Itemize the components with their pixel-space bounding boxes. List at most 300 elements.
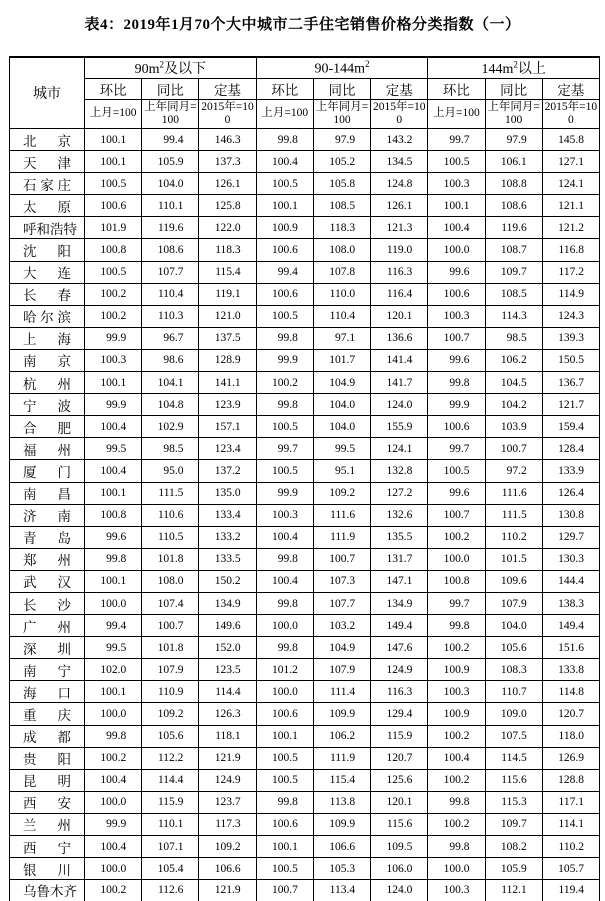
- value-cell: 99.8: [428, 791, 485, 813]
- value-cell: 104.0: [313, 416, 370, 438]
- sub-header-fixed: 定基: [542, 79, 599, 100]
- value-cell: 99.7: [428, 592, 485, 614]
- value-cell: 128.4: [542, 438, 599, 460]
- value-cell: 100.6: [256, 703, 313, 725]
- value-cell: 100.2: [428, 813, 485, 835]
- table-row: [10, 151, 600, 173]
- value-cell: 108.5: [485, 283, 542, 305]
- value-cell: 120.1: [371, 791, 428, 813]
- city-cell: 石家庄: [10, 173, 85, 195]
- value-cell: 101.2: [256, 659, 313, 681]
- value-cell: 101.8: [142, 637, 199, 659]
- value-cell: 126.9: [542, 747, 599, 769]
- value-cell: 99.8: [256, 791, 313, 813]
- city-cell: 西宁: [10, 836, 85, 858]
- value-cell: 100.7: [428, 504, 485, 526]
- value-cell: 135.0: [199, 482, 256, 504]
- value-cell: 100.0: [428, 858, 485, 880]
- table-row: [10, 880, 600, 901]
- value-cell: 109.0: [485, 703, 542, 725]
- table-row: [10, 261, 600, 283]
- value-cell: 134.9: [199, 592, 256, 614]
- value-cell: 101.8: [142, 548, 199, 570]
- price-index-table: [9, 56, 600, 901]
- value-cell: 120.7: [542, 703, 599, 725]
- city-cell: 郑州: [10, 548, 85, 570]
- value-cell: 143.2: [371, 129, 428, 151]
- value-cell: 105.6: [142, 725, 199, 747]
- sub-header-mom: 环比: [428, 79, 485, 100]
- value-cell: 100.1: [256, 195, 313, 217]
- value-cell: 99.8: [428, 372, 485, 394]
- value-cell: 114.4: [142, 769, 199, 791]
- value-cell: 100.1: [85, 372, 142, 394]
- value-cell: 126.1: [199, 173, 256, 195]
- value-cell: 108.8: [485, 173, 542, 195]
- value-cell: 107.3: [313, 570, 370, 592]
- value-cell: 100.3: [428, 305, 485, 327]
- value-cell: 104.8: [142, 394, 199, 416]
- value-cell: 100.0: [85, 858, 142, 880]
- value-cell: 100.4: [256, 570, 313, 592]
- value-cell: 112.6: [142, 880, 199, 901]
- value-cell: 132.6: [371, 504, 428, 526]
- value-cell: 100.2: [85, 305, 142, 327]
- value-cell: 99.5: [85, 637, 142, 659]
- group-header-90-144: $90-144m^2$: [256, 57, 428, 79]
- value-cell: 124.8: [371, 173, 428, 195]
- value-cell: 106.6: [313, 836, 370, 858]
- value-cell: 128.8: [542, 769, 599, 791]
- value-cell: 126.1: [371, 195, 428, 217]
- value-cell: 100.5: [256, 460, 313, 482]
- value-cell: 124.0: [371, 880, 428, 901]
- base-header-2015: 2015年=100: [371, 100, 428, 129]
- value-cell: 133.4: [199, 504, 256, 526]
- value-cell: 100.7: [142, 615, 199, 637]
- table-row: [10, 239, 600, 261]
- table-row: [10, 482, 600, 504]
- value-cell: 107.1: [142, 836, 199, 858]
- table-row: [10, 460, 600, 482]
- city-cell: 深圳: [10, 637, 85, 659]
- city-cell: 天津: [10, 151, 85, 173]
- base-header-prev-year: 上年同月=100: [485, 100, 542, 129]
- value-cell: 100.7: [485, 438, 542, 460]
- value-cell: 99.9: [85, 327, 142, 349]
- value-cell: 104.0: [142, 173, 199, 195]
- value-cell: 144.4: [542, 570, 599, 592]
- value-cell: 109.2: [313, 482, 370, 504]
- value-cell: 123.9: [199, 394, 256, 416]
- value-cell: 109.7: [485, 813, 542, 835]
- value-cell: 98.5: [485, 327, 542, 349]
- value-cell: 108.3: [485, 659, 542, 681]
- value-cell: 122.0: [199, 217, 256, 239]
- table-row: [10, 548, 600, 570]
- value-cell: 100.3: [428, 880, 485, 901]
- value-cell: 116.3: [371, 261, 428, 283]
- value-cell: 95.0: [142, 460, 199, 482]
- value-cell: 107.9: [485, 592, 542, 614]
- value-cell: 100.5: [256, 305, 313, 327]
- value-cell: 100.7: [428, 327, 485, 349]
- value-cell: 110.0: [313, 283, 370, 305]
- value-cell: 120.1: [371, 305, 428, 327]
- value-cell: 147.6: [371, 637, 428, 659]
- value-cell: 134.5: [371, 151, 428, 173]
- value-cell: 100.5: [256, 858, 313, 880]
- value-cell: 108.7: [485, 239, 542, 261]
- table-row: [10, 592, 600, 614]
- value-cell: 104.0: [485, 615, 542, 637]
- value-cell: 100.0: [428, 239, 485, 261]
- city-cell: 北京: [10, 129, 85, 151]
- value-cell: 100.6: [85, 195, 142, 217]
- value-cell: 123.7: [199, 791, 256, 813]
- city-cell: 杭州: [10, 372, 85, 394]
- value-cell: 99.8: [256, 637, 313, 659]
- value-cell: 100.6: [428, 416, 485, 438]
- table-row: [10, 769, 600, 791]
- value-cell: 100.7: [313, 548, 370, 570]
- sub-header-yoy: 同比: [142, 79, 199, 100]
- value-cell: 100.7: [256, 880, 313, 901]
- value-cell: 115.4: [199, 261, 256, 283]
- value-cell: 104.5: [485, 372, 542, 394]
- value-cell: 132.8: [371, 460, 428, 482]
- value-cell: 99.6: [428, 482, 485, 504]
- value-cell: 107.5: [485, 725, 542, 747]
- value-cell: 128.9: [199, 349, 256, 371]
- value-cell: 100.6: [428, 283, 485, 305]
- value-cell: 111.6: [313, 504, 370, 526]
- value-cell: 99.8: [256, 592, 313, 614]
- sub-header-fixed: 定基: [371, 79, 428, 100]
- value-cell: 124.0: [371, 394, 428, 416]
- table-row: [10, 438, 600, 460]
- value-cell: 121.2: [542, 217, 599, 239]
- value-cell: 100.5: [256, 769, 313, 791]
- city-cell: 贵阳: [10, 747, 85, 769]
- value-cell: 100.3: [428, 681, 485, 703]
- base-header-prev-year: 上年同月=100: [313, 100, 370, 129]
- table-row: [10, 725, 600, 747]
- value-cell: 119.0: [371, 239, 428, 261]
- value-cell: 130.8: [542, 504, 599, 526]
- city-cell: 昆明: [10, 769, 85, 791]
- value-cell: 100.4: [85, 836, 142, 858]
- value-cell: 100.6: [256, 283, 313, 305]
- value-cell: 139.3: [542, 327, 599, 349]
- value-cell: 111.5: [142, 482, 199, 504]
- table-row: [10, 570, 600, 592]
- value-cell: 100.2: [256, 372, 313, 394]
- table-row: [10, 217, 600, 239]
- value-cell: 102.0: [85, 659, 142, 681]
- value-cell: 100.4: [428, 217, 485, 239]
- table-body: [10, 129, 600, 901]
- value-cell: 135.5: [371, 526, 428, 548]
- value-cell: 112.1: [485, 880, 542, 901]
- city-cell: 济南: [10, 504, 85, 526]
- value-cell: 124.3: [542, 305, 599, 327]
- table-row: [10, 129, 600, 151]
- value-cell: 137.5: [199, 327, 256, 349]
- value-cell: 134.9: [371, 592, 428, 614]
- value-cell: 115.3: [485, 791, 542, 813]
- value-cell: 100.9: [256, 217, 313, 239]
- value-cell: 109.6: [485, 570, 542, 592]
- value-cell: 130.3: [542, 548, 599, 570]
- value-cell: 100.3: [428, 173, 485, 195]
- value-cell: 99.9: [85, 394, 142, 416]
- value-cell: 100.0: [85, 592, 142, 614]
- value-cell: 107.7: [313, 592, 370, 614]
- value-cell: 100.0: [85, 791, 142, 813]
- value-cell: 121.1: [542, 195, 599, 217]
- city-cell: 成都: [10, 725, 85, 747]
- city-cell: 沈阳: [10, 239, 85, 261]
- table-row: [10, 504, 600, 526]
- value-cell: 124.9: [371, 659, 428, 681]
- value-cell: 110.4: [313, 305, 370, 327]
- value-cell: 126.3: [199, 703, 256, 725]
- value-cell: 104.1: [142, 372, 199, 394]
- value-cell: 100.3: [85, 349, 142, 371]
- table-row: [10, 526, 600, 548]
- value-cell: 99.5: [85, 438, 142, 460]
- value-cell: 110.4: [142, 283, 199, 305]
- value-cell: 121.9: [199, 880, 256, 901]
- city-column-header: 城市: [10, 57, 85, 129]
- value-cell: 106.1: [485, 151, 542, 173]
- value-cell: 115.9: [142, 791, 199, 813]
- value-cell: 99.8: [85, 548, 142, 570]
- table-row: [10, 747, 600, 769]
- value-cell: 123.5: [199, 659, 256, 681]
- value-cell: 98.6: [142, 349, 199, 371]
- city-cell: 西安: [10, 791, 85, 813]
- value-cell: 106.0: [371, 858, 428, 880]
- value-cell: 118.0: [542, 725, 599, 747]
- value-cell: 117.1: [542, 791, 599, 813]
- city-cell: 南昌: [10, 482, 85, 504]
- value-cell: 117.2: [542, 261, 599, 283]
- value-cell: 110.1: [142, 195, 199, 217]
- city-cell: 上海: [10, 327, 85, 349]
- value-cell: 101.9: [85, 217, 142, 239]
- value-cell: 100.5: [85, 261, 142, 283]
- city-cell: 长春: [10, 283, 85, 305]
- value-cell: 114.4: [199, 681, 256, 703]
- value-cell: 124.9: [199, 769, 256, 791]
- value-cell: 103.2: [313, 615, 370, 637]
- value-cell: 100.0: [85, 703, 142, 725]
- value-cell: 119.6: [485, 217, 542, 239]
- city-cell: 南京: [10, 349, 85, 371]
- value-cell: 149.4: [542, 615, 599, 637]
- value-cell: 133.2: [199, 526, 256, 548]
- value-cell: 116.4: [371, 283, 428, 305]
- value-cell: 105.4: [142, 858, 199, 880]
- value-cell: 118.3: [199, 239, 256, 261]
- value-cell: 110.3: [142, 305, 199, 327]
- value-cell: 100.1: [428, 195, 485, 217]
- table-row: [10, 372, 600, 394]
- value-cell: 121.9: [199, 747, 256, 769]
- value-cell: 100.1: [85, 570, 142, 592]
- value-cell: 108.0: [313, 239, 370, 261]
- value-cell: 109.2: [199, 836, 256, 858]
- value-cell: 114.1: [542, 813, 599, 835]
- table-row: [10, 637, 600, 659]
- value-cell: 127.1: [542, 151, 599, 173]
- city-cell: 哈尔滨: [10, 305, 85, 327]
- value-cell: 99.6: [85, 526, 142, 548]
- value-cell: 109.9: [313, 703, 370, 725]
- value-cell: 105.8: [313, 173, 370, 195]
- value-cell: 104.0: [313, 394, 370, 416]
- value-cell: 111.5: [485, 504, 542, 526]
- value-cell: 97.2: [485, 460, 542, 482]
- value-cell: 99.9: [428, 394, 485, 416]
- value-cell: 110.7: [485, 681, 542, 703]
- value-cell: 105.7: [542, 858, 599, 880]
- value-cell: 97.1: [313, 327, 370, 349]
- value-cell: 119.1: [199, 283, 256, 305]
- base-header-prev-year: 上年同月=100: [142, 100, 199, 129]
- value-cell: 115.6: [485, 769, 542, 791]
- value-cell: 133.5: [199, 548, 256, 570]
- value-cell: 99.7: [428, 129, 485, 151]
- value-cell: 100.4: [85, 416, 142, 438]
- table-row: [10, 791, 600, 813]
- value-cell: 100.4: [428, 747, 485, 769]
- value-cell: 131.7: [371, 548, 428, 570]
- table-row: [10, 327, 600, 349]
- value-cell: 137.2: [199, 460, 256, 482]
- value-cell: 110.2: [485, 526, 542, 548]
- value-cell: 121.7: [542, 394, 599, 416]
- value-cell: 99.8: [428, 836, 485, 858]
- value-cell: 141.7: [371, 372, 428, 394]
- value-cell: 145.8: [542, 129, 599, 151]
- value-cell: 115.6: [371, 813, 428, 835]
- value-cell: 100.2: [85, 283, 142, 305]
- city-cell: 广州: [10, 615, 85, 637]
- group-header-90-below: $90m^2$及以下: [85, 57, 257, 79]
- value-cell: 100.6: [256, 813, 313, 835]
- header-base-row: [10, 100, 600, 129]
- city-cell: 武汉: [10, 570, 85, 592]
- value-cell: 96.7: [142, 327, 199, 349]
- value-cell: 141.1: [199, 372, 256, 394]
- table-row: [10, 283, 600, 305]
- table-row: [10, 836, 600, 858]
- value-cell: 100.4: [256, 526, 313, 548]
- value-cell: 133.9: [542, 460, 599, 482]
- page-title: 表4：2019年1月70个大中城市二手住宅销售价格分类指数（一）: [84, 17, 521, 33]
- value-cell: 110.9: [142, 681, 199, 703]
- table-row: [10, 681, 600, 703]
- value-cell: 121.0: [199, 305, 256, 327]
- city-cell: 宁波: [10, 394, 85, 416]
- value-cell: 111.9: [313, 747, 370, 769]
- value-cell: 100.2: [85, 747, 142, 769]
- value-cell: 99.4: [142, 129, 199, 151]
- value-cell: 100.4: [256, 151, 313, 173]
- value-cell: 116.8: [542, 239, 599, 261]
- table-row: [10, 659, 600, 681]
- city-cell: 大连: [10, 261, 85, 283]
- value-cell: 114.9: [542, 283, 599, 305]
- city-cell: 太原: [10, 195, 85, 217]
- value-cell: 152.0: [199, 637, 256, 659]
- value-cell: 100.9: [428, 659, 485, 681]
- value-cell: 107.9: [142, 659, 199, 681]
- value-cell: 107.7: [142, 261, 199, 283]
- sub-header-fixed: 定基: [199, 79, 256, 100]
- value-cell: 99.7: [256, 438, 313, 460]
- value-cell: 99.8: [428, 615, 485, 637]
- value-cell: 100.2: [428, 637, 485, 659]
- value-cell: 97.9: [485, 129, 542, 151]
- value-cell: 115.9: [371, 725, 428, 747]
- value-cell: 146.3: [199, 129, 256, 151]
- value-cell: 110.6: [142, 504, 199, 526]
- value-cell: 100.6: [256, 239, 313, 261]
- value-cell: 114.3: [485, 305, 542, 327]
- value-cell: 100.4: [85, 460, 142, 482]
- value-cell: 150.5: [542, 349, 599, 371]
- value-cell: 129.4: [371, 703, 428, 725]
- value-cell: 100.4: [85, 769, 142, 791]
- value-cell: 99.5: [313, 438, 370, 460]
- value-cell: 116.3: [371, 681, 428, 703]
- value-cell: 115.4: [313, 769, 370, 791]
- value-cell: 125.8: [199, 195, 256, 217]
- value-cell: 99.6: [428, 349, 485, 371]
- value-cell: 99.9: [85, 813, 142, 835]
- value-cell: 104.9: [313, 372, 370, 394]
- value-cell: 100.8: [85, 504, 142, 526]
- value-cell: 113.4: [313, 880, 370, 901]
- table-row: [10, 349, 600, 371]
- table-row: [10, 305, 600, 327]
- value-cell: 99.9: [256, 482, 313, 504]
- value-cell: 118.3: [313, 217, 370, 239]
- value-cell: 107.8: [313, 261, 370, 283]
- value-cell: 129.7: [542, 526, 599, 548]
- value-cell: 100.1: [85, 129, 142, 151]
- value-cell: 150.2: [199, 570, 256, 592]
- city-cell: 长沙: [10, 592, 85, 614]
- value-cell: 127.2: [371, 482, 428, 504]
- table-row: [10, 195, 600, 217]
- value-cell: 99.8: [256, 394, 313, 416]
- city-cell: 南宁: [10, 659, 85, 681]
- value-cell: 99.8: [85, 725, 142, 747]
- table-row: [10, 173, 600, 195]
- value-cell: 105.9: [485, 858, 542, 880]
- value-cell: 103.9: [485, 416, 542, 438]
- value-cell: 109.7: [485, 261, 542, 283]
- value-cell: 100.1: [256, 836, 313, 858]
- base-header-2015: 2015年=100: [542, 100, 599, 129]
- value-cell: 106.2: [485, 349, 542, 371]
- value-cell: 107.9: [313, 659, 370, 681]
